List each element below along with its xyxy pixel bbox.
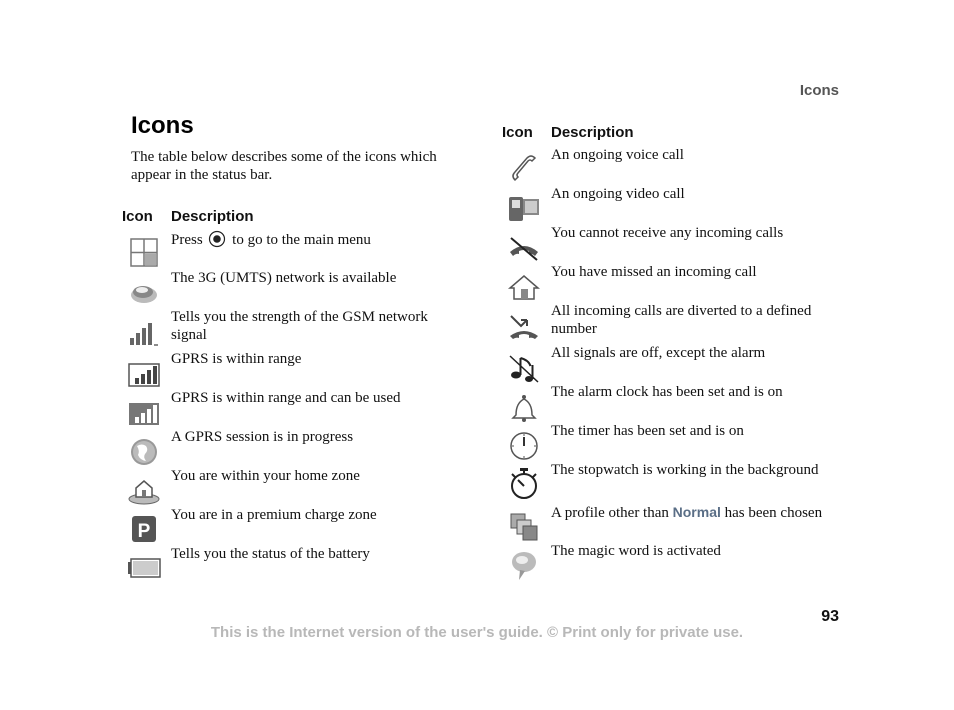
table-row bbox=[122, 467, 482, 506]
magic-word-icon bbox=[507, 548, 541, 582]
row-description: Press to go to the main menu bbox=[171, 230, 461, 253]
table-row bbox=[122, 350, 482, 389]
description-column-header: Description bbox=[551, 124, 634, 141]
description-column-header: Description bbox=[171, 208, 254, 225]
table-row bbox=[502, 542, 862, 581]
page-number: 93 bbox=[821, 608, 839, 625]
gprs-session-icon bbox=[127, 434, 161, 468]
table-row bbox=[502, 383, 862, 422]
running-header: Icons bbox=[799, 82, 839, 99]
row-description: All incoming calls are diverted to a defined number bbox=[551, 303, 812, 337]
timer-icon bbox=[507, 428, 541, 462]
page-title: Icons bbox=[131, 112, 194, 139]
icon-column-header: Icon bbox=[502, 124, 533, 141]
call-divert-icon bbox=[507, 308, 541, 342]
icon-column-header: Icon bbox=[122, 208, 153, 225]
table-row bbox=[502, 422, 862, 461]
footer-notice: This is the Internet version of the user's guide. © Print only for private use. bbox=[210, 624, 744, 641]
row-description: Tells you the status of the battery bbox=[171, 546, 370, 562]
voice-call-icon bbox=[507, 152, 541, 186]
table-row bbox=[122, 428, 482, 467]
gprs-in-range-icon bbox=[127, 356, 161, 390]
joystick-press-icon bbox=[208, 230, 226, 253]
svg-text:P: P bbox=[137, 521, 151, 542]
row-description: You have missed an incoming call bbox=[551, 264, 757, 280]
row-description: You are in a premium charge zone bbox=[171, 507, 377, 523]
table-row bbox=[502, 503, 862, 542]
table-row bbox=[502, 224, 862, 263]
row-description: The timer has been set and is on bbox=[551, 423, 744, 439]
alarm-bell-icon bbox=[507, 389, 541, 423]
table-row bbox=[502, 146, 862, 185]
signals-off-icon bbox=[507, 350, 541, 384]
icon-table-right bbox=[502, 124, 862, 581]
signal-strength-icon bbox=[127, 314, 161, 348]
intro-paragraph: The table below describes some of the icons which appear in the status bar. bbox=[131, 149, 437, 183]
row-description: A GPRS session is in progress bbox=[171, 429, 354, 445]
normal-profile-name: Normal bbox=[672, 504, 721, 520]
row-description: An ongoing voice call bbox=[551, 147, 684, 163]
main-menu-grid-icon bbox=[127, 236, 161, 270]
table-row bbox=[122, 230, 482, 269]
row-description: The alarm clock has been set and is on bbox=[551, 384, 783, 400]
row-description: The magic word is activated bbox=[551, 543, 721, 559]
table-row bbox=[502, 461, 862, 503]
icon-table-left bbox=[122, 208, 482, 584]
table-header-row bbox=[122, 208, 482, 230]
table-row bbox=[122, 545, 482, 584]
row-description: The 3G (UMTS) network is available bbox=[171, 270, 397, 286]
table-row bbox=[122, 269, 482, 308]
row-description: An ongoing video call bbox=[551, 186, 685, 202]
table-row bbox=[502, 263, 862, 302]
row-description: A profile other than Normal has been chosen bbox=[551, 504, 823, 521]
row-description: You cannot receive any incoming calls bbox=[551, 225, 784, 241]
video-call-icon bbox=[507, 191, 541, 225]
stopwatch-icon bbox=[507, 467, 541, 501]
row-description: You are within your home zone bbox=[171, 468, 360, 484]
table-row bbox=[122, 389, 482, 428]
table-row bbox=[502, 185, 862, 224]
row-description: GPRS is within range and can be used bbox=[171, 390, 401, 406]
missed-call-icon bbox=[507, 269, 541, 303]
row-description: Tells you the strength of the GSM network signal bbox=[171, 309, 428, 343]
gprs-in-use-icon bbox=[127, 395, 161, 429]
table-row bbox=[122, 308, 482, 350]
table-header-row bbox=[502, 124, 862, 146]
row-description: The stopwatch is working in the background bbox=[551, 462, 819, 478]
profile-icon bbox=[507, 509, 541, 543]
home-zone-icon bbox=[127, 473, 161, 507]
3g-network-icon bbox=[127, 275, 161, 309]
no-incoming-calls-icon bbox=[507, 230, 541, 264]
row-description: GPRS is within range bbox=[171, 351, 302, 367]
table-row bbox=[502, 302, 862, 344]
battery-icon bbox=[127, 551, 161, 585]
premium-charge-icon bbox=[127, 512, 161, 546]
table-row bbox=[502, 344, 862, 383]
row-description: All signals are off, except the alarm bbox=[551, 345, 766, 361]
table-row bbox=[122, 506, 482, 545]
